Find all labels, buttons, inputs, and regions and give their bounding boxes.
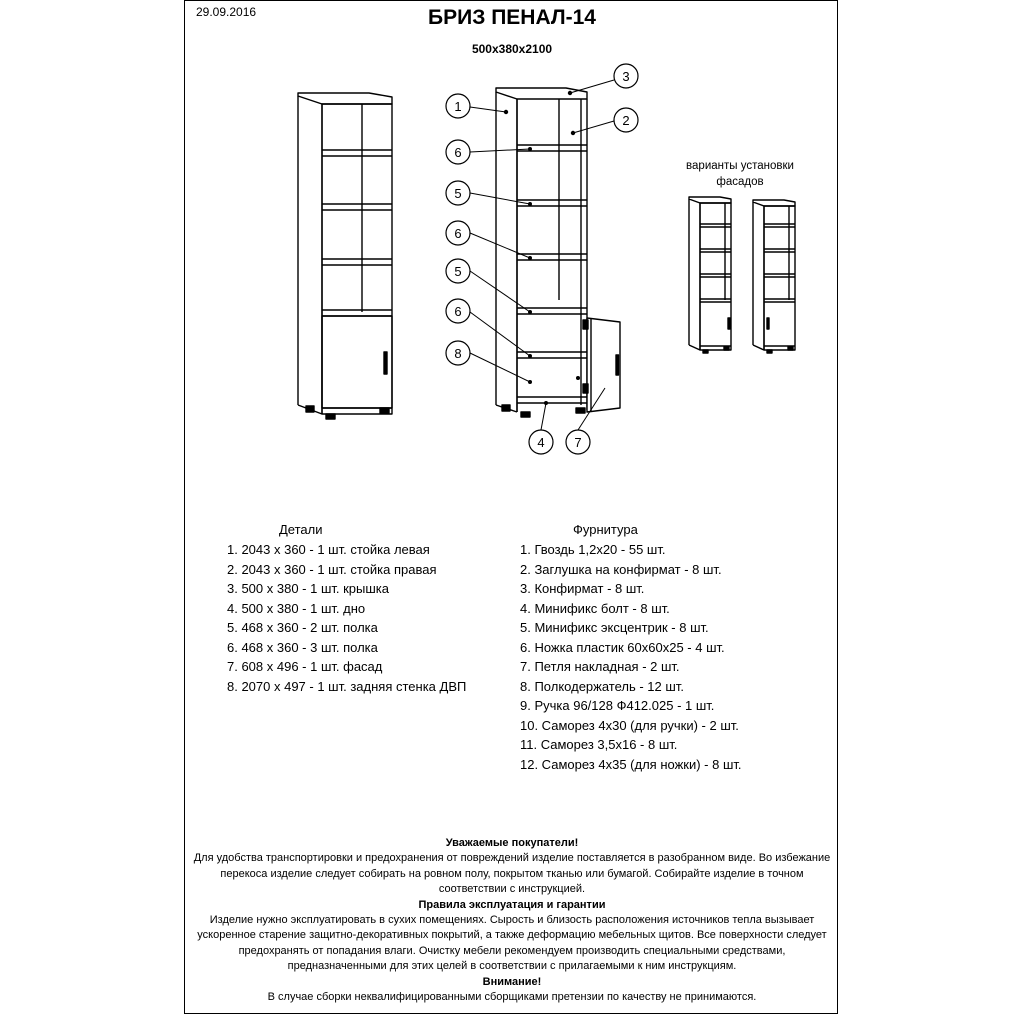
rules-heading: Правила эксплуатация и гарантии [418, 898, 606, 911]
callout-6c [446, 299, 470, 323]
details-item: 6. 468 х 360 - 3 шт. полка [227, 639, 378, 655]
details-item: 5. 468 х 360 - 2 шт. полка [227, 620, 378, 635]
callout-6a [446, 140, 470, 164]
facade-variant-right-drawing [753, 200, 795, 353]
svg-text:5: 5 [454, 186, 462, 201]
callout-2 [614, 108, 638, 132]
facade-variants-label-line: варианты установки [686, 160, 794, 172]
exploded-cabinet-drawing [496, 88, 620, 417]
svg-text:1: 1 [454, 99, 462, 114]
callout-8 [446, 341, 470, 365]
hardware-item: 7. Петля накладная - 2 шт. [520, 659, 680, 674]
product-title: БРИЗ ПЕНАЛ-14 [428, 6, 596, 29]
facade-variants-label-line: фасадов [716, 176, 764, 188]
door-handle-icon [616, 355, 619, 375]
hardware-item: 5. Минификс эксцентрик - 8 шт. [520, 620, 709, 635]
hardware-item: 10. Саморез 4х30 (для ручки) - 2 шт. [520, 717, 739, 733]
svg-text:6: 6 [454, 145, 462, 160]
details-item: 7. 608 х 496 - 1 шт. фасад [227, 659, 383, 674]
details-item: 8. 2070 х 497 - 1 шт. задняя стенка ДВП [227, 678, 467, 694]
facade-variants-label [680, 158, 800, 190]
details-heading: Детали [279, 522, 323, 537]
greeting-heading: Уважаемые покупатели! [445, 837, 579, 849]
svg-text:5: 5 [454, 264, 462, 279]
rules-text: Изделие нужно эксплуатировать в сухих помещениях. Сырость и близость расположения источников тепла вызывает ускоренное старение защитно-декоративных покрытий, а также деформацию мебельных щитов. Все поверхности следует предохранять от попадания влаги. Очистку мебели рекомендуем производить специальными средствами, предназначенными для этих целей в соответствии с прилагаемыми к ним инструкциям. [197, 914, 827, 973]
document-date: 29.09.2016 [196, 5, 257, 19]
svg-text:7: 7 [574, 435, 582, 450]
product-dimensions: 500х380х2100 [471, 42, 553, 56]
svg-text:3: 3 [622, 69, 630, 84]
callout-1 [446, 94, 470, 118]
details-item: 2. 2043 х 360 - 1 шт. стойка правая [227, 561, 437, 577]
greeting-text: Для удобства транспортировки и предохранения от повреждений изделие поставляется в разобранном виде. Во избежание перекоса изделие следует собирать на ровном полу, покрытом тканью или бумагой. Собирайте изделие в точном соответствии с инструкцией. [193, 852, 831, 896]
facade-variant-left-drawing [689, 197, 731, 353]
hardware-heading: Фурнитура [573, 522, 638, 537]
hinge-icon [583, 320, 588, 329]
hardware-item: 1. Гвоздь 1,2х20 - 55 шт. [520, 542, 666, 557]
svg-text:8: 8 [454, 346, 462, 361]
svg-text:4: 4 [537, 435, 545, 450]
hinge-icon [583, 384, 588, 393]
details-item: 3. 500 х 380 - 1 шт. крышка [227, 581, 390, 596]
callout-6b [446, 221, 470, 245]
attention-text: В случае сборки неквалифицированными сборщиками претензии по качеству не принимаются. [267, 991, 757, 1004]
hardware-item: 4. Минификс болт - 8 шт. [520, 600, 670, 616]
assembled-cabinet-drawing [298, 93, 392, 419]
hardware-item: 2. Заглушка на конфирмат - 8 шт. [520, 561, 722, 577]
callout-4 [529, 430, 553, 454]
callout-3 [614, 64, 638, 88]
hardware-item: 3. Конфирмат - 8 шт. [520, 581, 645, 596]
attention-heading: Внимание! [482, 975, 542, 988]
callout-5b [446, 259, 470, 283]
door-handle-icon [384, 352, 387, 374]
customer-notes [190, 836, 834, 1005]
svg-text:2: 2 [622, 113, 630, 128]
details-list [227, 540, 466, 696]
hardware-list [520, 540, 742, 774]
details-item: 1. 2043 х 360 - 1 шт. стойка левая [227, 542, 430, 557]
hardware-item: 9. Ручка 96/128 Ф412.025 - 1 шт. [520, 698, 715, 713]
svg-text:6: 6 [454, 226, 462, 241]
hardware-item: 8. Полкодержатель - 12 шт. [520, 678, 684, 694]
hardware-item: 11. Саморез 3,5х16 - 8 шт. [520, 737, 678, 752]
callout-5a [446, 181, 470, 205]
hardware-item: 6. Ножка пластик 60х60х25 - 4 шт. [520, 639, 725, 655]
callout-7 [566, 430, 590, 454]
hardware-item: 12. Саморез 4х35 (для ножки) - 8 шт. [520, 756, 742, 772]
svg-text:6: 6 [454, 304, 462, 319]
details-item: 4. 500 х 380 - 1 шт. дно [227, 600, 366, 616]
